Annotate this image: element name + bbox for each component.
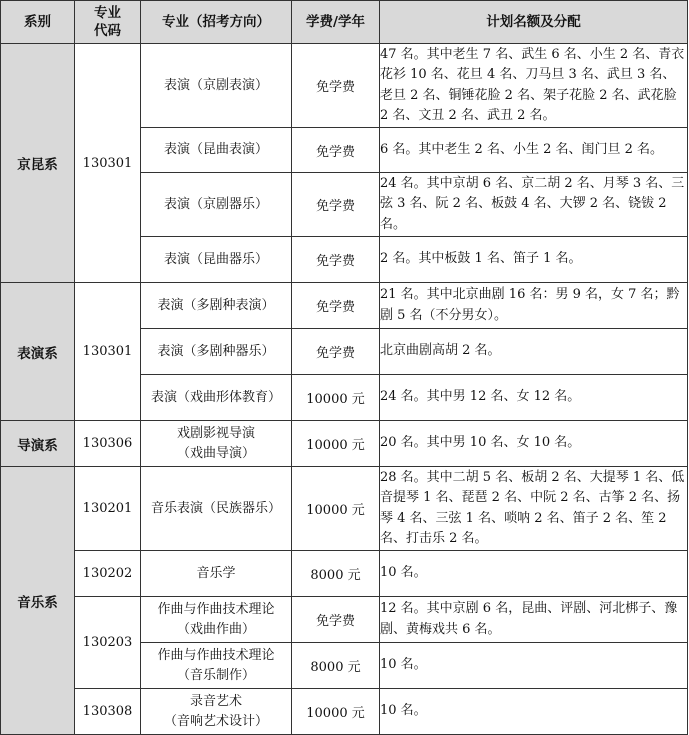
major-code: 130203: [75, 597, 141, 689]
major-name: [141, 689, 292, 735]
quota-detail: 10 名。: [380, 689, 688, 735]
major-code: 130301: [75, 283, 141, 421]
tuition-fee: 免学费: [292, 329, 380, 375]
header-code: [75, 1, 141, 44]
major-name: [141, 643, 292, 689]
quota-detail: 10 名。: [380, 643, 688, 689]
tuition-fee: 免学费: [292, 128, 380, 173]
major-name: 音乐学: [141, 551, 292, 597]
quota-detail: 2 名。其中板鼓 1 名、笛子 1 名。: [380, 237, 688, 283]
major-name-line1: 作曲与作曲技术理论: [157, 601, 275, 617]
major-name: 表演（昆曲表演）: [141, 128, 292, 173]
quota-detail: 28 名。其中二胡 5 名、板胡 2 名、大提琴 1 名、低音提琴 1 名、琵琶 2 名、中阮 2 名、古筝 2 名、扬琴 4 名、三弦 1 名、唢呐 2 名、笛子 2 名、笙 2 名、打击乐 2 名。: [380, 467, 688, 551]
major-name-line2: （音乐制作）: [176, 667, 255, 683]
major-name-line1: 戏剧影视导演: [176, 425, 255, 441]
tuition-fee: 10000 元: [292, 689, 380, 735]
tuition-fee: 免学费: [292, 597, 380, 643]
major-name-line2: （戏曲导演）: [176, 445, 255, 461]
header-major: 专业（招考方向）: [141, 1, 292, 44]
tuition-fee: 10000 元: [292, 467, 380, 551]
tuition-fee: 免学费: [292, 283, 380, 329]
major-name-line2: （音响艺术设计）: [163, 713, 268, 729]
tuition-fee: 10000 元: [292, 421, 380, 467]
header-code-line1: 专业: [94, 5, 121, 21]
table-row: [1, 689, 688, 735]
tuition-fee: 10000 元: [292, 375, 380, 421]
quota-detail: 47 名。其中老生 7 名、武生 6 名、小生 2 名、青衣花衫 10 名、花旦 4 名、刀马旦 3 名、武旦 3 名、老旦 2 名、铜锤花脸 2 名、架子花脸 2 名、武花脸 2 名、文丑 2 名、武丑 2 名。: [380, 44, 688, 128]
quota-detail: 6 名。其中老生 2 名、小生 2 名、闺门旦 2 名。: [380, 128, 688, 173]
major-name: 表演（多剧种表演）: [141, 283, 292, 329]
major-code: 130308: [75, 689, 141, 735]
dept-name: 音乐系: [1, 467, 75, 735]
quota-detail: 21 名。其中北京曲剧 16 名：男 9 名，女 7 名；黔剧 5 名（不分男女）。: [380, 283, 688, 329]
table-header-row: [1, 1, 688, 44]
quota-detail: 10 名。: [380, 551, 688, 597]
major-name: 表演（戏曲形体教育）: [141, 375, 292, 421]
quota-detail: 24 名。其中京胡 6 名、京二胡 2 名、月琴 3 名、三弦 3 名、阮 2 名、板鼓 4 名、大锣 2 名、铙钹 2 名。: [380, 173, 688, 237]
major-name: 音乐表演（民族器乐）: [141, 467, 292, 551]
table-row: [1, 421, 688, 467]
major-code: 130201: [75, 467, 141, 551]
major-name: [141, 597, 292, 643]
major-name-line2: （戏曲作曲）: [176, 621, 255, 637]
quota-detail: 20 名。其中男 10 名、女 10 名。: [380, 421, 688, 467]
table-row: [1, 467, 688, 551]
header-quota: 计划名额及分配: [380, 1, 688, 44]
quota-detail: 24 名。其中男 12 名、女 12 名。: [380, 375, 688, 421]
quota-detail: 北京曲剧高胡 2 名。: [380, 329, 688, 375]
major-name: 表演（京剧表演）: [141, 44, 292, 128]
quota-detail: 12 名。其中京剧 6 名，昆曲、评剧、河北梆子、豫剧、黄梅戏共 6 名。: [380, 597, 688, 643]
major-code: 130202: [75, 551, 141, 597]
table-row: [1, 597, 688, 643]
table-row: [1, 44, 688, 128]
tuition-fee: 8000 元: [292, 551, 380, 597]
major-name: 表演（昆曲器乐）: [141, 237, 292, 283]
major-name: 表演（多剧种器乐）: [141, 329, 292, 375]
major-name-line1: 录音艺术: [189, 693, 242, 709]
tuition-fee: 8000 元: [292, 643, 380, 689]
dept-name: 京昆系: [1, 44, 75, 283]
tuition-fee: 免学费: [292, 237, 380, 283]
dept-name: 表演系: [1, 283, 75, 421]
header-dept: 系别: [1, 1, 75, 44]
tuition-fee: 免学费: [292, 44, 380, 128]
major-code: 130301: [75, 44, 141, 283]
major-name: [141, 421, 292, 467]
major-name: 表演（京剧器乐）: [141, 173, 292, 237]
header-fee: 学费/学年: [292, 1, 380, 44]
table-row: [1, 283, 688, 329]
major-name-line1: 作曲与作曲技术理论: [157, 647, 275, 663]
tuition-fee: 免学费: [292, 173, 380, 237]
major-code: 130306: [75, 421, 141, 467]
table-row: [1, 551, 688, 597]
dept-name: 导演系: [1, 421, 75, 467]
header-code-line2: 代码: [94, 23, 121, 39]
